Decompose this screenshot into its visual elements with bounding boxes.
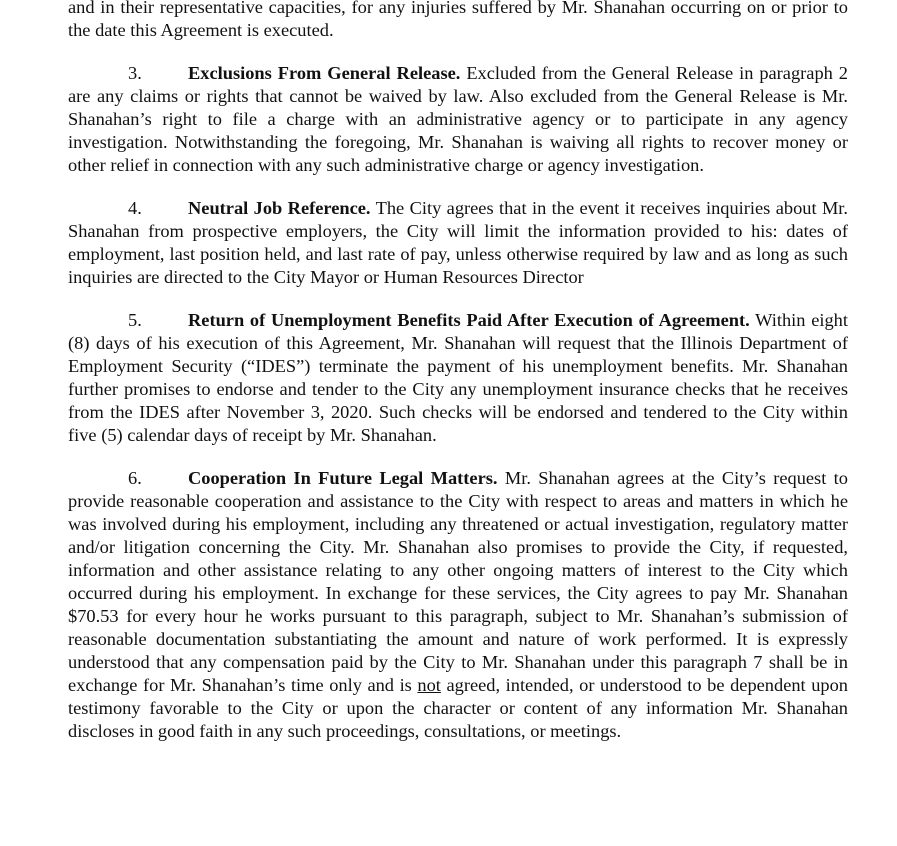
section-number: 6. (128, 468, 142, 488)
section-heading: Exclusions From General Release. (188, 63, 461, 83)
section-body: Excluded from the General Release in paragraph 2 are any claims or rights that cannot be waived by law. Also excluded from the General Release is Mr. Shanahan’s right to file a charge with an administrative agency or to participate in any agency investigation. Notwithstanding the foregoing, Mr. Shanahan is waiving all rights to recover money or other relief in connection with any such administrative charge or agency investigation. (68, 63, 848, 175)
section-number: 5. (128, 310, 142, 330)
section-number: 4. (128, 198, 142, 218)
section-4-neutral-job-reference (68, 197, 848, 289)
continuation-text: and in their representative capacities, for any injuries suffered by Mr. Shanahan occurring on or prior to the date this Agreement is executed. (68, 0, 848, 40)
section-heading: Return of Unemployment Benefits Paid After Execution of Agreement. (188, 310, 750, 330)
section-body-part-2: agreed, intended, or understood to be dependent upon testimony favorable to the City or upon the character or content of any information Mr. Shanahan discloses in good faith in any such proceedings, consultations, or meetings. (68, 675, 849, 741)
continuation-paragraph (68, 0, 848, 42)
section-5-return-of-unemployment-benefits (68, 309, 848, 447)
section-body: The City agrees that in the event it receives inquiries about Mr. Shanahan from prospective employers, the City will limit the information provided to his: dates of employment, last position held, and last rate of pay, unless otherwise required by law and as long as such inquiries are directed to the City Mayor or Human Resources Director (68, 198, 849, 287)
section-6-cooperation-in-future-legal-matters (68, 467, 848, 743)
underlined-not: not (417, 675, 441, 695)
section-3-exclusions (68, 62, 848, 177)
section-heading: Neutral Job Reference. (188, 198, 371, 218)
section-heading: Cooperation In Future Legal Matters. (188, 468, 498, 488)
section-body: Within eight (8) days of his execution of this Agreement, Mr. Shanahan will request that the Illinois Department of Employment Security (“IDES”) terminate the payment of his unemployment benefits. Mr. Shanahan further promises to endorse and tender to the City any unemployment insurance checks that he receives from the IDES after November 3, 2020. Such checks will be endorsed and tendered to the City within five (5) calendar days of receipt by Mr. Shanahan. (68, 310, 848, 445)
document-page (68, 0, 848, 763)
section-number: 3. (128, 63, 142, 83)
section-body-part-1: Mr. Shanahan agrees at the City’s request to provide reasonable cooperation and assistance to the City with respect to areas and matters in which he was involved during his employment, including any threatened or actual investigation, regulatory matter and/or litigation concerning the City. Mr. Shanahan also promises to provide the City, if requested, information and other assistance relating to any other ongoing matters of interest to the City which occurred during his employment. In exchange for these services, the City agrees to pay Mr. Shanahan $70.53 for every hour he works pursuant to this paragraph, subject to Mr. Shanahan’s submission of reasonable documentation substantiating the amount and nature of work performed. It is expressly understood that any compensation paid by the City to Mr. Shanahan under this paragraph 7 shall be in exchange for Mr. Shanahan’s time only and is (68, 468, 848, 695)
